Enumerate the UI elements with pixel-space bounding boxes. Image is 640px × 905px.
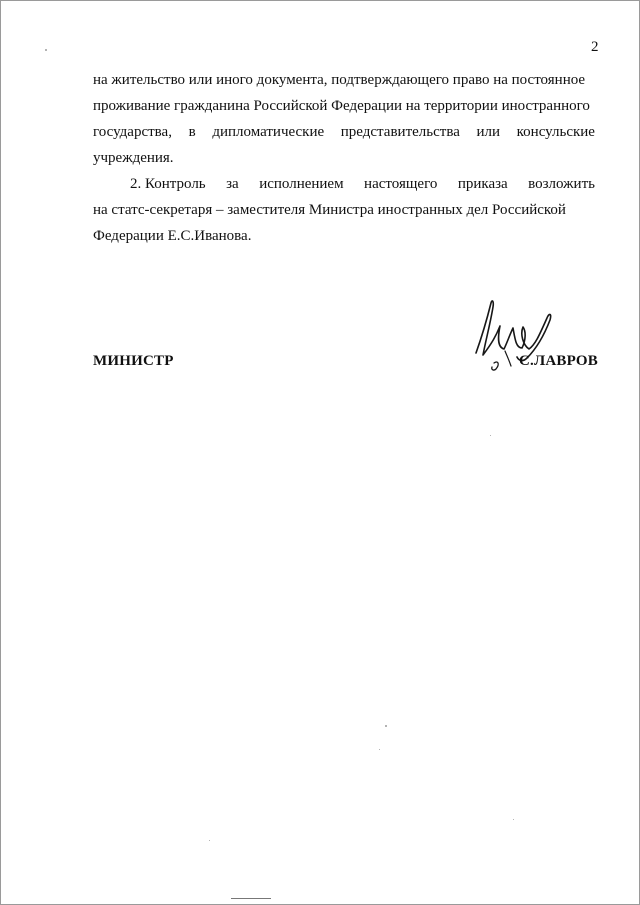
scan-speck [45,49,47,51]
word: дипломатические [212,124,325,140]
paragraph-residence-document [93,67,595,171]
scan-speck [513,819,514,820]
paragraph-line: проживание гражданина Российской Федерации на территории иностранного [93,98,590,114]
paragraph-line: на статс-секретаря – заместителя Министра иностранных дел Российской [93,202,566,218]
paragraph-control-assignment [93,171,595,249]
word: консульские [516,124,595,140]
paragraph-line: на жительство или иного документа, подтверждающего право на постоянное [93,72,586,88]
word: за [226,176,239,192]
scan-speck [209,840,210,841]
word: государства, [93,124,172,140]
scan-edge-mark [231,898,271,899]
minister-title: МИНИСТР [93,353,174,369]
word: или [476,124,501,140]
paragraph-line-justified [130,171,595,197]
paragraph-line-justified [93,119,595,145]
signature-flourish [492,362,498,370]
word: 2. Контроль [130,176,206,192]
word: настоящего [364,176,438,192]
word: приказа [457,176,508,192]
scan-speck [385,725,387,727]
scan-speck [490,435,491,436]
signature-tail [505,351,511,366]
signatory-name: С.ЛАВРОВ [519,353,598,369]
page-number: 2 [591,39,599,55]
scan-speck [379,749,380,750]
word: в [188,124,196,140]
word: исполнением [259,176,344,192]
signature-stroke [476,301,551,361]
word: представительства [340,124,460,140]
paragraph-line: учреждения. [93,150,174,166]
paragraph-line: Федерации Е.С.Иванова. [93,228,252,244]
word: возложить [528,176,595,192]
